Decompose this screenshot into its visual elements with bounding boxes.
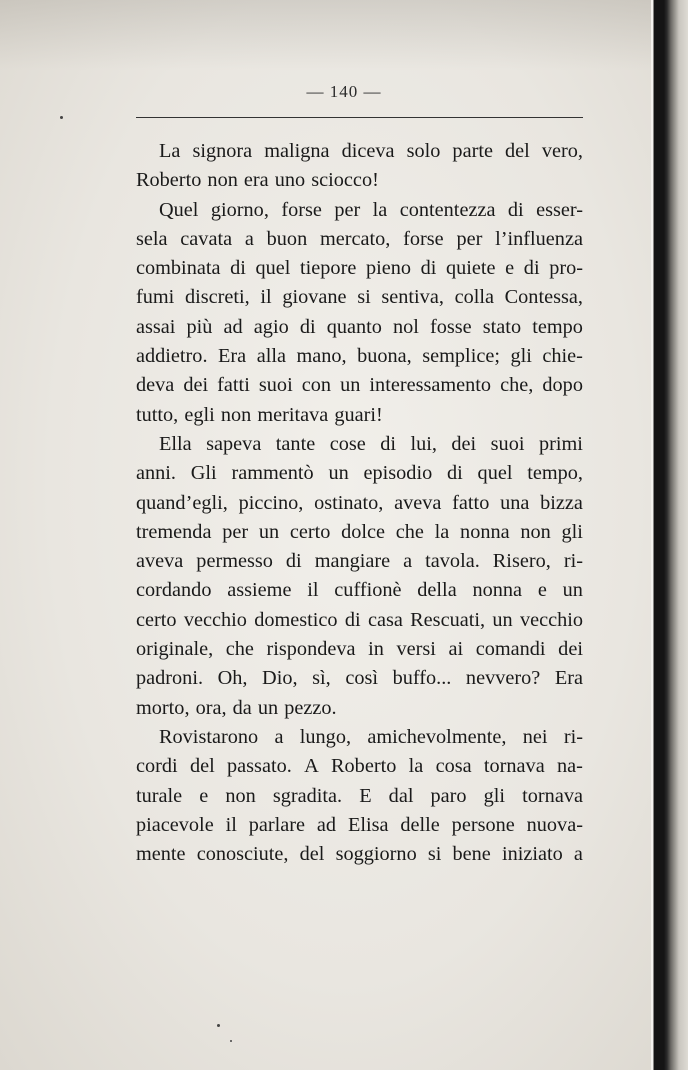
- text-line: addietro. Era alla mano, buona, semplice; gli chie-: [136, 345, 583, 368]
- text-line: Quel giorno, forse per la contentezza di esser-: [159, 198, 583, 221]
- text-line: padroni. Oh, Dio, sì, così buffo... nevvero? Era: [136, 667, 583, 690]
- text-line: aveva permesso di mangiare a tavola. Risero, ri-: [136, 550, 583, 573]
- text-line: mente conosciute, del soggiorno si bene iniziato a: [136, 843, 583, 866]
- text-line: combinata di quel tiepore pieno di quiete e di pro-: [136, 257, 583, 280]
- page-number: — 140 —: [306, 82, 382, 101]
- text-line: cordando assieme il cuffionè della nonna e un: [136, 579, 583, 602]
- text-line: fumi discreti, il giovane si sentiva, colla Contessa,: [136, 286, 583, 309]
- text-line: Roberto non era uno sciocco!: [136, 169, 379, 192]
- text-line: assai più ad agio di quanto nol fosse stato tempo: [136, 315, 583, 338]
- text-line: Ella sapeva tante cose di lui, dei suoi primi: [159, 432, 583, 455]
- book-spine-edge: [651, 0, 688, 1070]
- header-rule: [136, 117, 583, 118]
- text-line: quand’egli, piccino, ostinato, aveva fatto una bizza: [136, 491, 583, 514]
- text-line: cordi del passato. A Roberto la cosa tornava na-: [136, 755, 583, 778]
- text-line: tutto, egli non meritava guari!: [136, 403, 383, 426]
- text-line: Rovistarono a lungo, amichevolmente, nei ri-: [159, 725, 583, 748]
- text-line: sela cavata a buon mercato, forse per l’influenza: [136, 227, 583, 250]
- paper-speck: [217, 1024, 220, 1027]
- text-line: originale, che rispondeva in versi ai comandi dei: [136, 638, 583, 661]
- text-line: morto, ora, da un pezzo.: [136, 696, 337, 719]
- text-line: La signora maligna diceva solo parte del vero,: [159, 140, 583, 162]
- text-line: deva dei fatti suoi con un interessamento che, dopo: [136, 374, 583, 397]
- page-top-shadow: [0, 0, 688, 70]
- text-line: certo vecchio domestico di casa Rescuati, un vecchio: [136, 608, 583, 631]
- paper-speck: [60, 116, 63, 119]
- paper-speck: [230, 1040, 232, 1042]
- text-line: tremenda per un certo dolce che la nonna non gli: [136, 520, 583, 543]
- text-line: anni. Gli rammentò un episodio di quel tempo,: [136, 462, 583, 485]
- text-line: turale e non sgradita. E dal paro gli tornava: [136, 784, 583, 807]
- text-line: piacevole il parlare ad Elisa delle persone nuova-: [136, 813, 583, 836]
- body-text: [136, 137, 583, 869]
